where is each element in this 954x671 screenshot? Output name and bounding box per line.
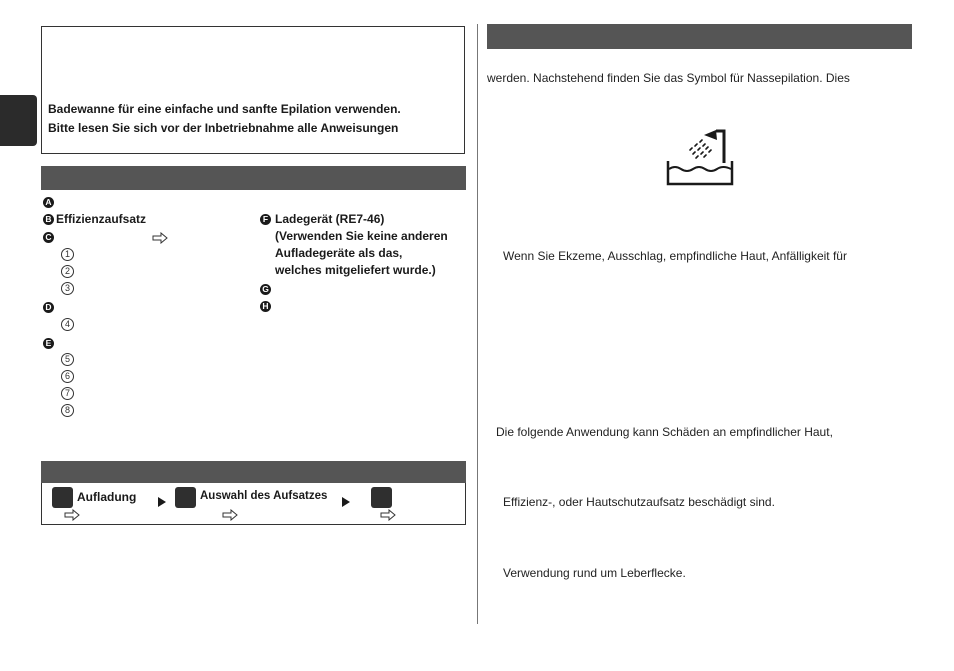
part-letter-e: E (43, 338, 54, 349)
part-label-b: Effizienzaufsatz (56, 212, 147, 226)
step-badge-1 (52, 487, 73, 508)
part-num-7: 7 (61, 387, 74, 400)
part-f-line-4: welches mitgeliefert wurde.) (275, 263, 436, 277)
part-num-2: 2 (61, 265, 74, 278)
right-arrow-icon (222, 509, 238, 521)
part-letter-g: G (260, 284, 271, 295)
play-triangle-icon (158, 497, 166, 507)
column-divider (477, 24, 478, 624)
part-letter-a: A (43, 197, 54, 208)
shower-bathtub-icon (664, 127, 736, 187)
part-num-8: 8 (61, 404, 74, 417)
part-num-1: 1 (61, 248, 74, 261)
part-letter-d: D (43, 302, 54, 313)
paragraph-5: Verwendung rund um Leberflecke. (503, 566, 686, 580)
parts-header-bar (41, 166, 466, 190)
part-letter-f: F (260, 214, 271, 225)
part-f-line-1: Ladegerät (RE7-46) (275, 212, 385, 226)
part-letter-h: H (260, 301, 271, 312)
paragraph-4: Effizienz-, oder Hautschutzaufsatz beschädigt sind. (503, 495, 775, 509)
intro-line-2: Bitte lesen Sie sich vor der Inbetriebnahme alle Anweisungen (48, 121, 399, 135)
play-triangle-icon (342, 497, 350, 507)
side-tab-marker (0, 95, 37, 146)
paragraph-3: Die folgende Anwendung kann Schäden an empfindlicher Haut, (496, 425, 833, 439)
step-badge-3 (371, 487, 392, 508)
right-arrow-icon (64, 509, 80, 521)
part-f-line-2: (Verwenden Sie keine anderen (275, 229, 448, 243)
paragraph-1: werden. Nachstehend finden Sie das Symbol für Nassepilation. Dies (487, 71, 850, 85)
part-num-5: 5 (61, 353, 74, 366)
part-num-3: 3 (61, 282, 74, 295)
part-num-6: 6 (61, 370, 74, 383)
intro-line-1: Badewanne für eine einfache und sanfte Epilation verwenden. (48, 102, 401, 116)
paragraph-2: Wenn Sie Ekzeme, Ausschlag, empfindliche Haut, Anfälligkeit für (503, 249, 847, 263)
part-num-4: 4 (61, 318, 74, 331)
section-header-bar (487, 24, 912, 49)
step-badge-2 (175, 487, 196, 508)
step-label-auswahl: Auswahl des Aufsatzes (200, 490, 328, 502)
right-arrow-icon (380, 509, 396, 521)
right-arrow-icon (152, 232, 168, 244)
part-f-line-3: Aufladegeräte als das, (275, 246, 403, 260)
part-letter-b: B (43, 214, 54, 225)
step-label-aufladung: Aufladung (77, 490, 137, 504)
part-letter-c: C (43, 232, 54, 243)
steps-header-bar (41, 461, 466, 483)
